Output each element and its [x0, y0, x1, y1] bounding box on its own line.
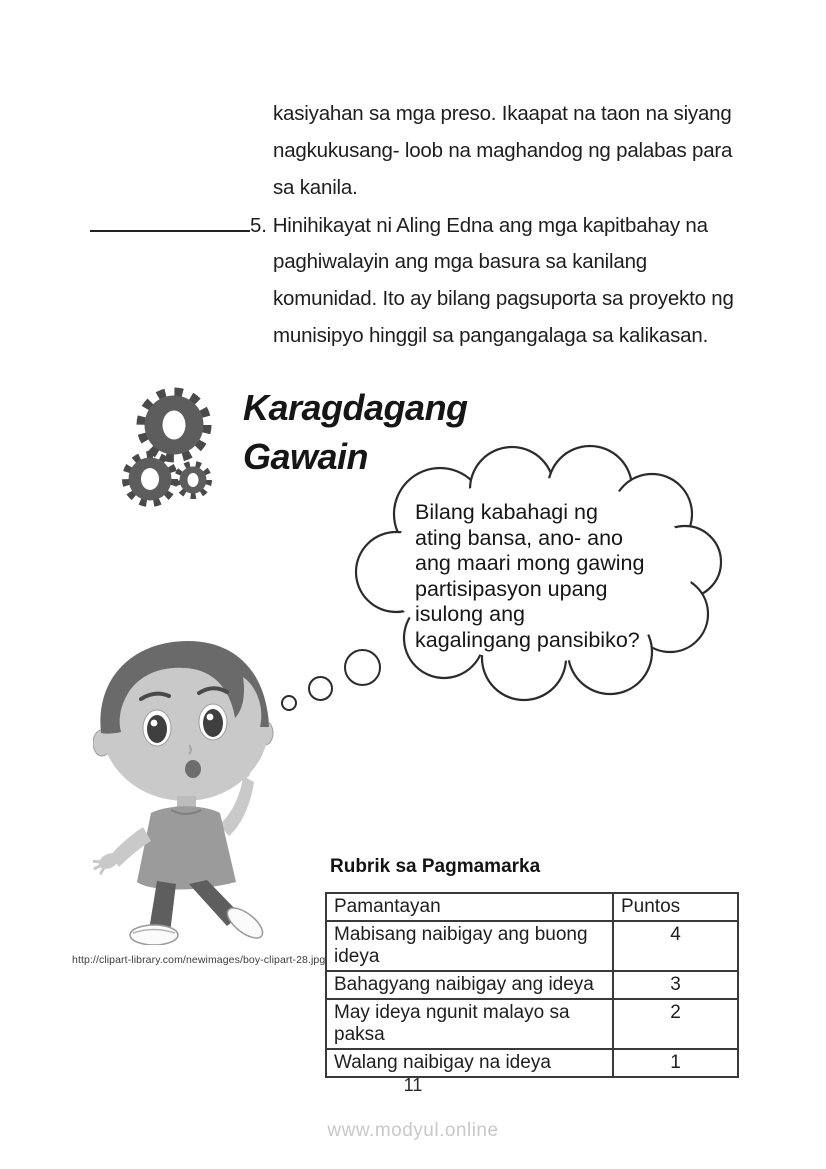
answer-blank [90, 206, 250, 232]
rubric-header-row [326, 893, 738, 921]
rubric-points: 1 [613, 1049, 738, 1077]
watermark: www.modyul.online [327, 1120, 499, 1141]
rubric-criteria: Mabisang naibigay ang buong ideya [326, 921, 613, 971]
page-number: 11 [403, 1075, 423, 1095]
item5-text: Hinihikayat ni Aling Edna ang mga kapitbahay na [272, 214, 708, 237]
gears-icon-svg [112, 376, 237, 518]
rubric-criteria: Bahagyang naibigay ang ideya [326, 971, 613, 999]
item5-line-4: munisipyo hinggil sa pangangalaga sa kalikasan. [273, 324, 709, 347]
rubric-table [325, 892, 739, 1078]
item5-line-2: paghiwalayin ang mga basura sa kanilang [273, 250, 647, 273]
rubric-criteria: May ideya ngunit malayo sa paksa [326, 999, 613, 1049]
bubble-line-3: ang maari mong gawing [415, 551, 645, 575]
item4-line-2: nagkukusang- loob na maghandog ng palabas para [273, 139, 733, 162]
item4-line-1: kasiyahan sa mga preso. Ikaapat na taon na siyang [273, 102, 732, 125]
bubble-line-6: kagalingang pansibiko? [415, 627, 640, 652]
boy-clipart-svg [93, 633, 275, 945]
bubble-line-1: Bilang kabahagi ng [415, 500, 598, 524]
rubric-points: 4 [613, 921, 738, 971]
table-row [326, 971, 738, 999]
thought-trail-circle-medium [308, 676, 333, 701]
table-row [326, 999, 738, 1049]
rubric-col-header-criteria: Pamantayan [326, 893, 613, 921]
thought-trail-circle-small [281, 695, 297, 711]
item5-line-3: komunidad. Ito ay bilang pagsuporta sa proyekto ng [273, 287, 734, 310]
rubric-points: 3 [613, 971, 738, 999]
rubric-col-header-points: Puntos [613, 893, 738, 921]
gears-icon [112, 376, 237, 523]
section-title-line-2: Gawain [243, 436, 369, 477]
bubble-line-4: partisipasyon upang [415, 576, 608, 601]
table-row [326, 921, 738, 971]
item4-line-3: sa kanila. [273, 176, 358, 199]
exercise-text-block [90, 95, 770, 354]
rubric-title: Rubrik sa Pagmamarka [330, 856, 541, 877]
bubble-line-2: ating bansa, ano- ano [415, 525, 623, 550]
section-title-line-1: Karagdagang [243, 387, 468, 428]
table-row [326, 1049, 738, 1077]
thought-trail-circle-large [344, 649, 381, 686]
item5-number: 5. [250, 214, 267, 237]
thinking-boy-clipart [93, 633, 275, 950]
bubble-line-5: isulong ang [415, 602, 525, 626]
rubric-criteria: Walang naibigay na ideya [326, 1049, 613, 1077]
rubric-points: 2 [613, 999, 738, 1049]
thought-bubble-text [415, 500, 665, 653]
clipart-source-caption: http://clipart-library.com/newimages/boy-clipart-28.jpg [72, 954, 326, 966]
item5-line-1 [90, 206, 770, 243]
